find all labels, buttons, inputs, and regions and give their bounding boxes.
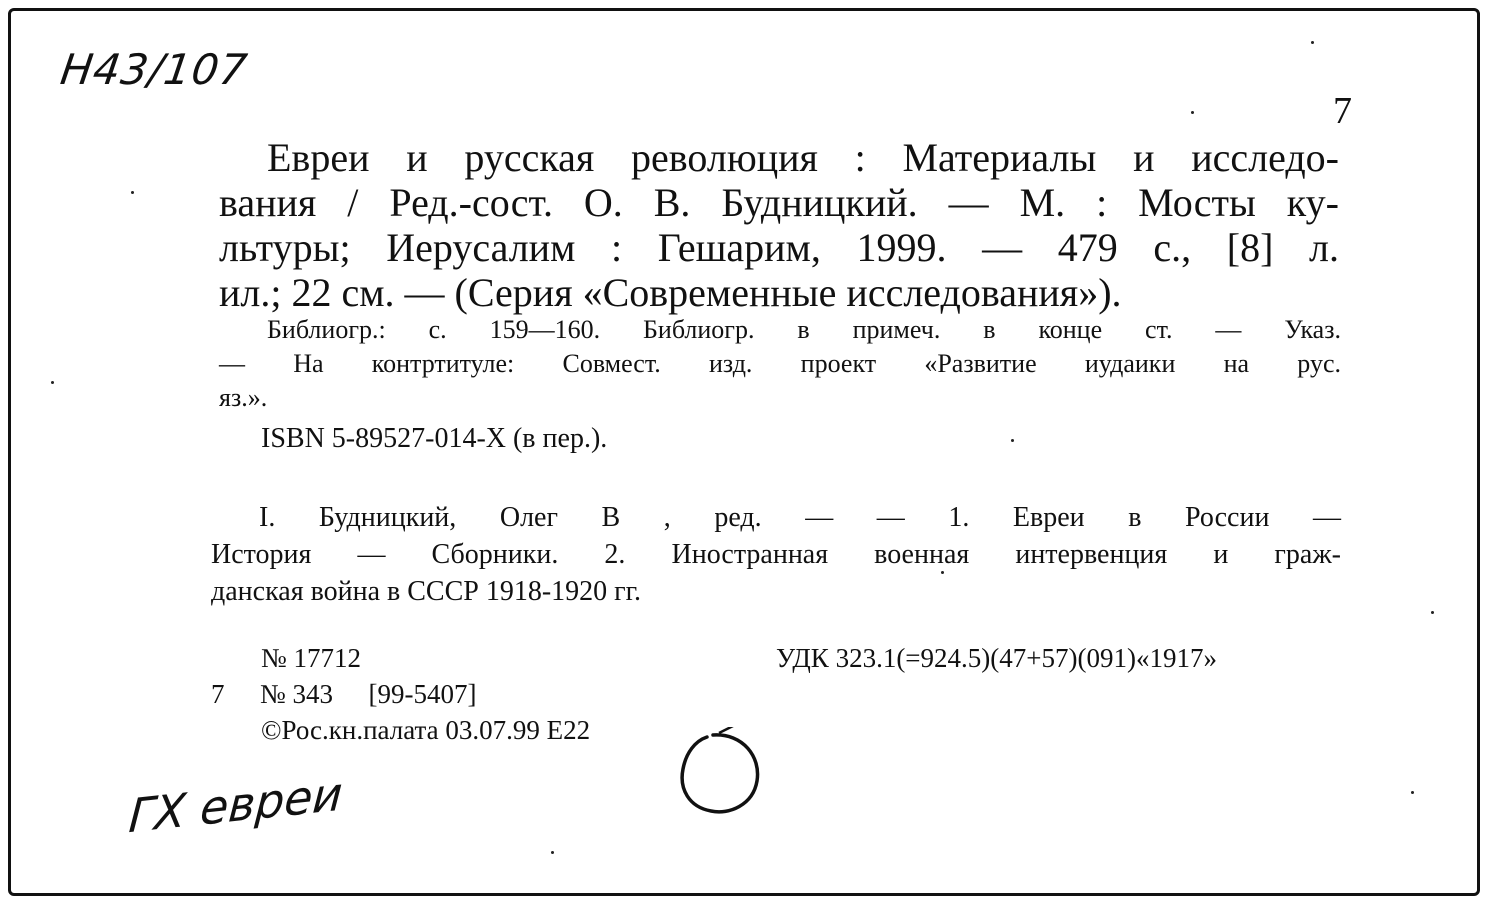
handwritten-subject-note: ГХ евреи — [127, 766, 345, 844]
note-line-1: Библиогр.: с. 159—160. Библиогр. в примеч. в конце ст. — Указ. — [267, 315, 1341, 344]
note-line-2: — На контртитуле: Совмест. изд. проект «Развитие иудаики на рус. — [219, 349, 1341, 378]
batch-number: № 343 — [260, 679, 334, 709]
note-line-3: яз.». — [219, 383, 268, 412]
title-block — [219, 135, 1339, 315]
ink-speck — [1411, 791, 1414, 794]
ink-speck — [1431, 611, 1434, 614]
stamp-circle-mark — [673, 727, 763, 817]
ink-speck — [941, 571, 944, 574]
batch-line — [211, 679, 477, 710]
isbn: ISBN 5-89527-014-X (в пер.). — [261, 423, 608, 454]
ink-speck — [1011, 439, 1014, 442]
catalog-card — [8, 8, 1480, 896]
handwritten-shelfmark: Н43/107 — [57, 45, 251, 94]
ink-speck — [51, 381, 54, 384]
title-line-4: ил.; 22 см. — (Серия «Современные исследования»). — [219, 270, 1122, 315]
registration-number: № 17712 — [261, 643, 362, 673]
ink-speck — [1311, 41, 1314, 44]
title-line-1: Евреи и русская революция : Материалы и исследо- — [267, 135, 1339, 180]
page-number: 7 — [1333, 90, 1352, 132]
tracing-line-2: История — Сборники. 2. Иностранная военная интервенция и граж- — [211, 539, 1341, 570]
ink-speck — [131, 191, 134, 194]
title-line-2: вания / Ред.-сост. О. В. Будницкий. — М. : Мосты ку- — [219, 180, 1339, 225]
ink-speck — [1191, 111, 1194, 114]
ink-speck — [551, 851, 554, 854]
notes-block — [219, 313, 1341, 415]
tracing-line-3: данская война в СССР 1918-1920 гг. — [211, 576, 641, 607]
batch-code: [99-5407] — [368, 679, 477, 709]
tracings-block — [211, 499, 1341, 610]
tracing-line-1: I. Будницкий, Олег В , ред. — — 1. Евреи в России — — [259, 502, 1341, 533]
udc-classification: УДК 323.1(=924.5)(47+57)(091)«1917» — [776, 643, 1217, 673]
copyright-line: ©Рос.кн.палата 03.07.99 Е22 — [261, 715, 591, 745]
batch-prefix: 7 — [211, 679, 225, 709]
title-line-3: льтуры; Иерусалим : Гешарим, 1999. — 479 с., [8] л. — [219, 225, 1339, 270]
circle-stamp-icon — [673, 727, 763, 817]
